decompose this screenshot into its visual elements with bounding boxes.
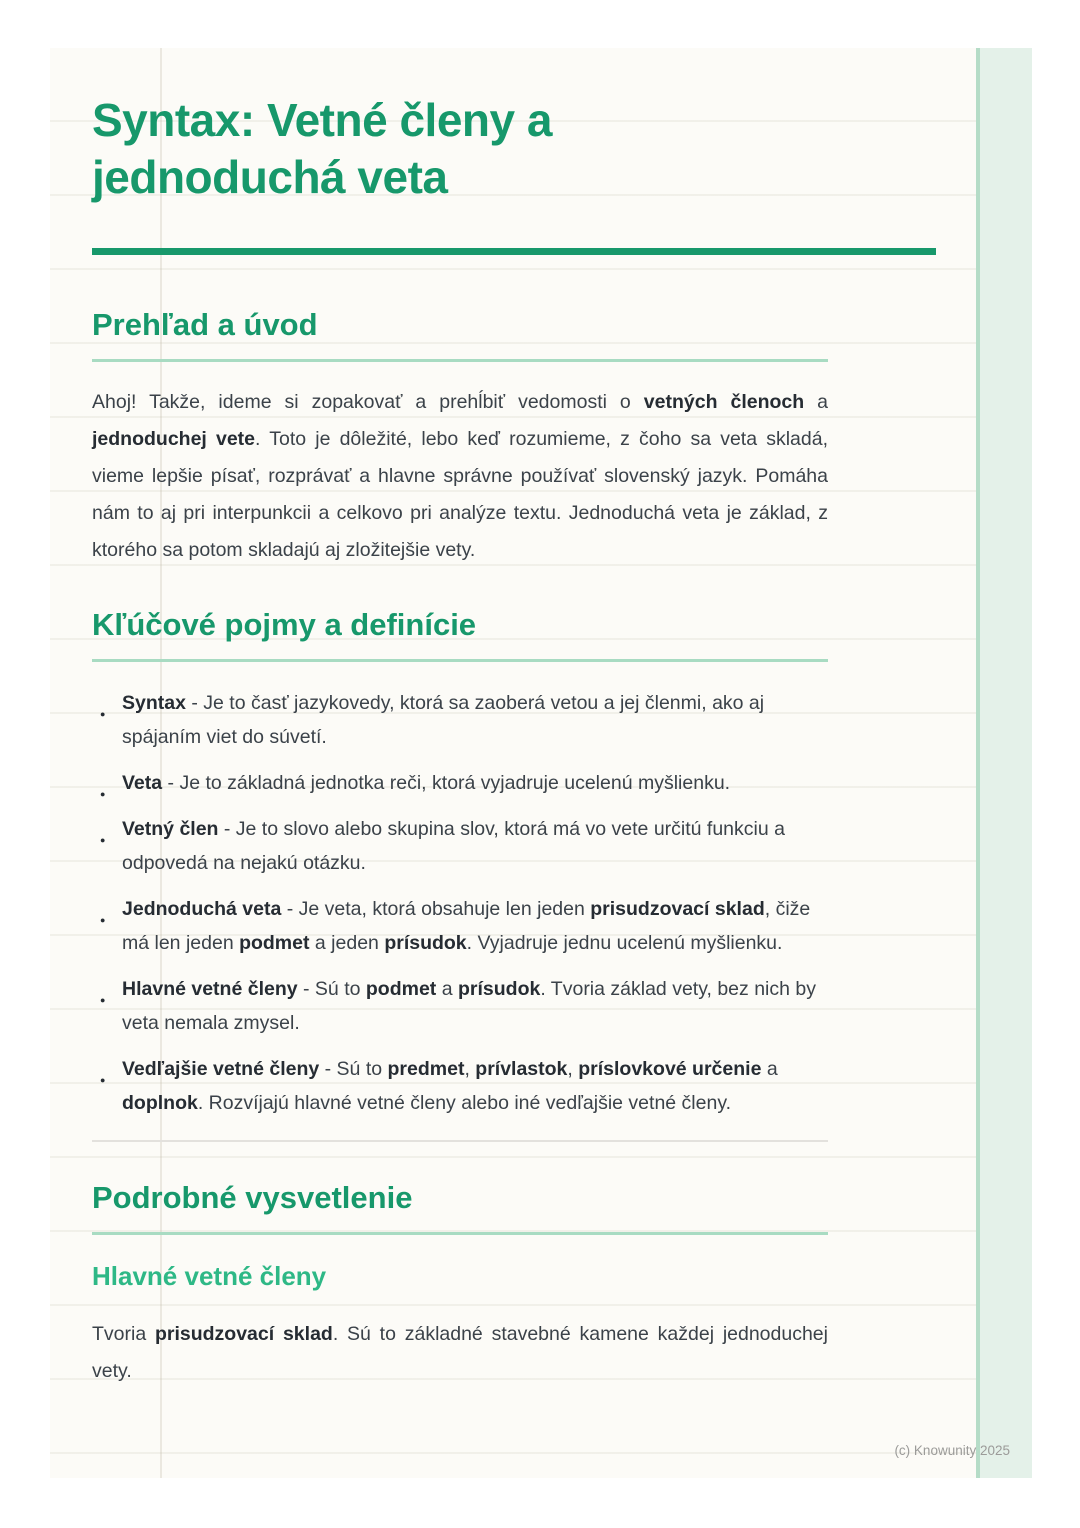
section-detailed bbox=[92, 1178, 828, 1390]
content-column bbox=[92, 48, 828, 1390]
list-item-vedlajsie-vetne-cleny: ● Vedľajšie vetné členy - Sú to predmet, prívlastok, príslovkové určenie a doplnok. Rozvíjajú hlavné vetné členy alebo iné vedľajšie vetné členy. bbox=[122, 1052, 828, 1120]
page-title: Syntax: Vetné členy a jednoduchá veta bbox=[92, 94, 552, 203]
section-heading-overview: Prehľad a úvod bbox=[92, 307, 318, 342]
section-overview bbox=[92, 305, 828, 569]
title-underline bbox=[92, 248, 936, 255]
list-item-syntax: ● Syntax - Je to časť jazykovedy, ktorá sa zaoberá vetou a jej členmi, ako aj spájaním viet do súvetí. bbox=[122, 686, 828, 754]
section-heading-detailed: Podrobné vysvetlenie bbox=[92, 1180, 413, 1215]
list-item-hlavne-vetne-cleny: ● Hlavné vetné členy - Sú to podmet a prísudok. Tvoria základ vety, bez nich by veta nemala zmysel. bbox=[122, 972, 828, 1040]
detailed-paragraph: Tvoria prisudzovací sklad. Sú to základné stavebné kamene každej jednoduchej vety. bbox=[92, 1323, 828, 1382]
right-accent-stripe bbox=[976, 48, 1032, 1478]
section-heading-key-terms: Kľúčové pojmy a definície bbox=[92, 607, 477, 642]
overview-paragraph: Ahoj! Takže, ideme si zopakovať a prehĺbiť vedomosti o vetných členoch a jednoduchej vete. Toto je dôležité, lebo keď rozumieme, z čoho sa veta skladá, vieme lepšie písať, rozprávať a hlavne správne používať slovenský jazyk. Pomáha nám to aj pri interpunkcii a celkovo pri analýze textu. Jednoduchá veta je základ, z ktorého sa potom skladajú aj zložitejšie vety. bbox=[92, 391, 828, 561]
section-divider bbox=[92, 1140, 828, 1142]
overview-heading-rule bbox=[92, 359, 828, 362]
key-terms-list bbox=[92, 686, 828, 1120]
list-item-veta: ● Veta - Je to základná jednotka reči, ktorá vyjadruje ucelenú myšlienku. bbox=[122, 766, 828, 800]
subsection-heading-main-members: Hlavné vetné členy bbox=[92, 1261, 327, 1291]
detailed-heading-rule bbox=[92, 1232, 828, 1235]
section-key-terms bbox=[92, 605, 828, 1120]
copyright-footer: (c) Knowunity 2025 bbox=[894, 1443, 1010, 1458]
key-terms-heading-rule bbox=[92, 659, 828, 662]
list-item-vetny-clen: ● Vetný člen - Je to slovo alebo skupina slov, ktorá má vo vete určitú funkciu a odpovedá na nejakú otázku. bbox=[122, 812, 828, 880]
list-item-jednoducha-veta: ● Jednoduchá veta - Je veta, ktorá obsahuje len jeden prisudzovací sklad, čiže má len jeden podmet a jeden prísudok. Vyjadruje jednu ucelenú myšlienku. bbox=[122, 892, 828, 960]
document-page bbox=[50, 48, 1032, 1478]
